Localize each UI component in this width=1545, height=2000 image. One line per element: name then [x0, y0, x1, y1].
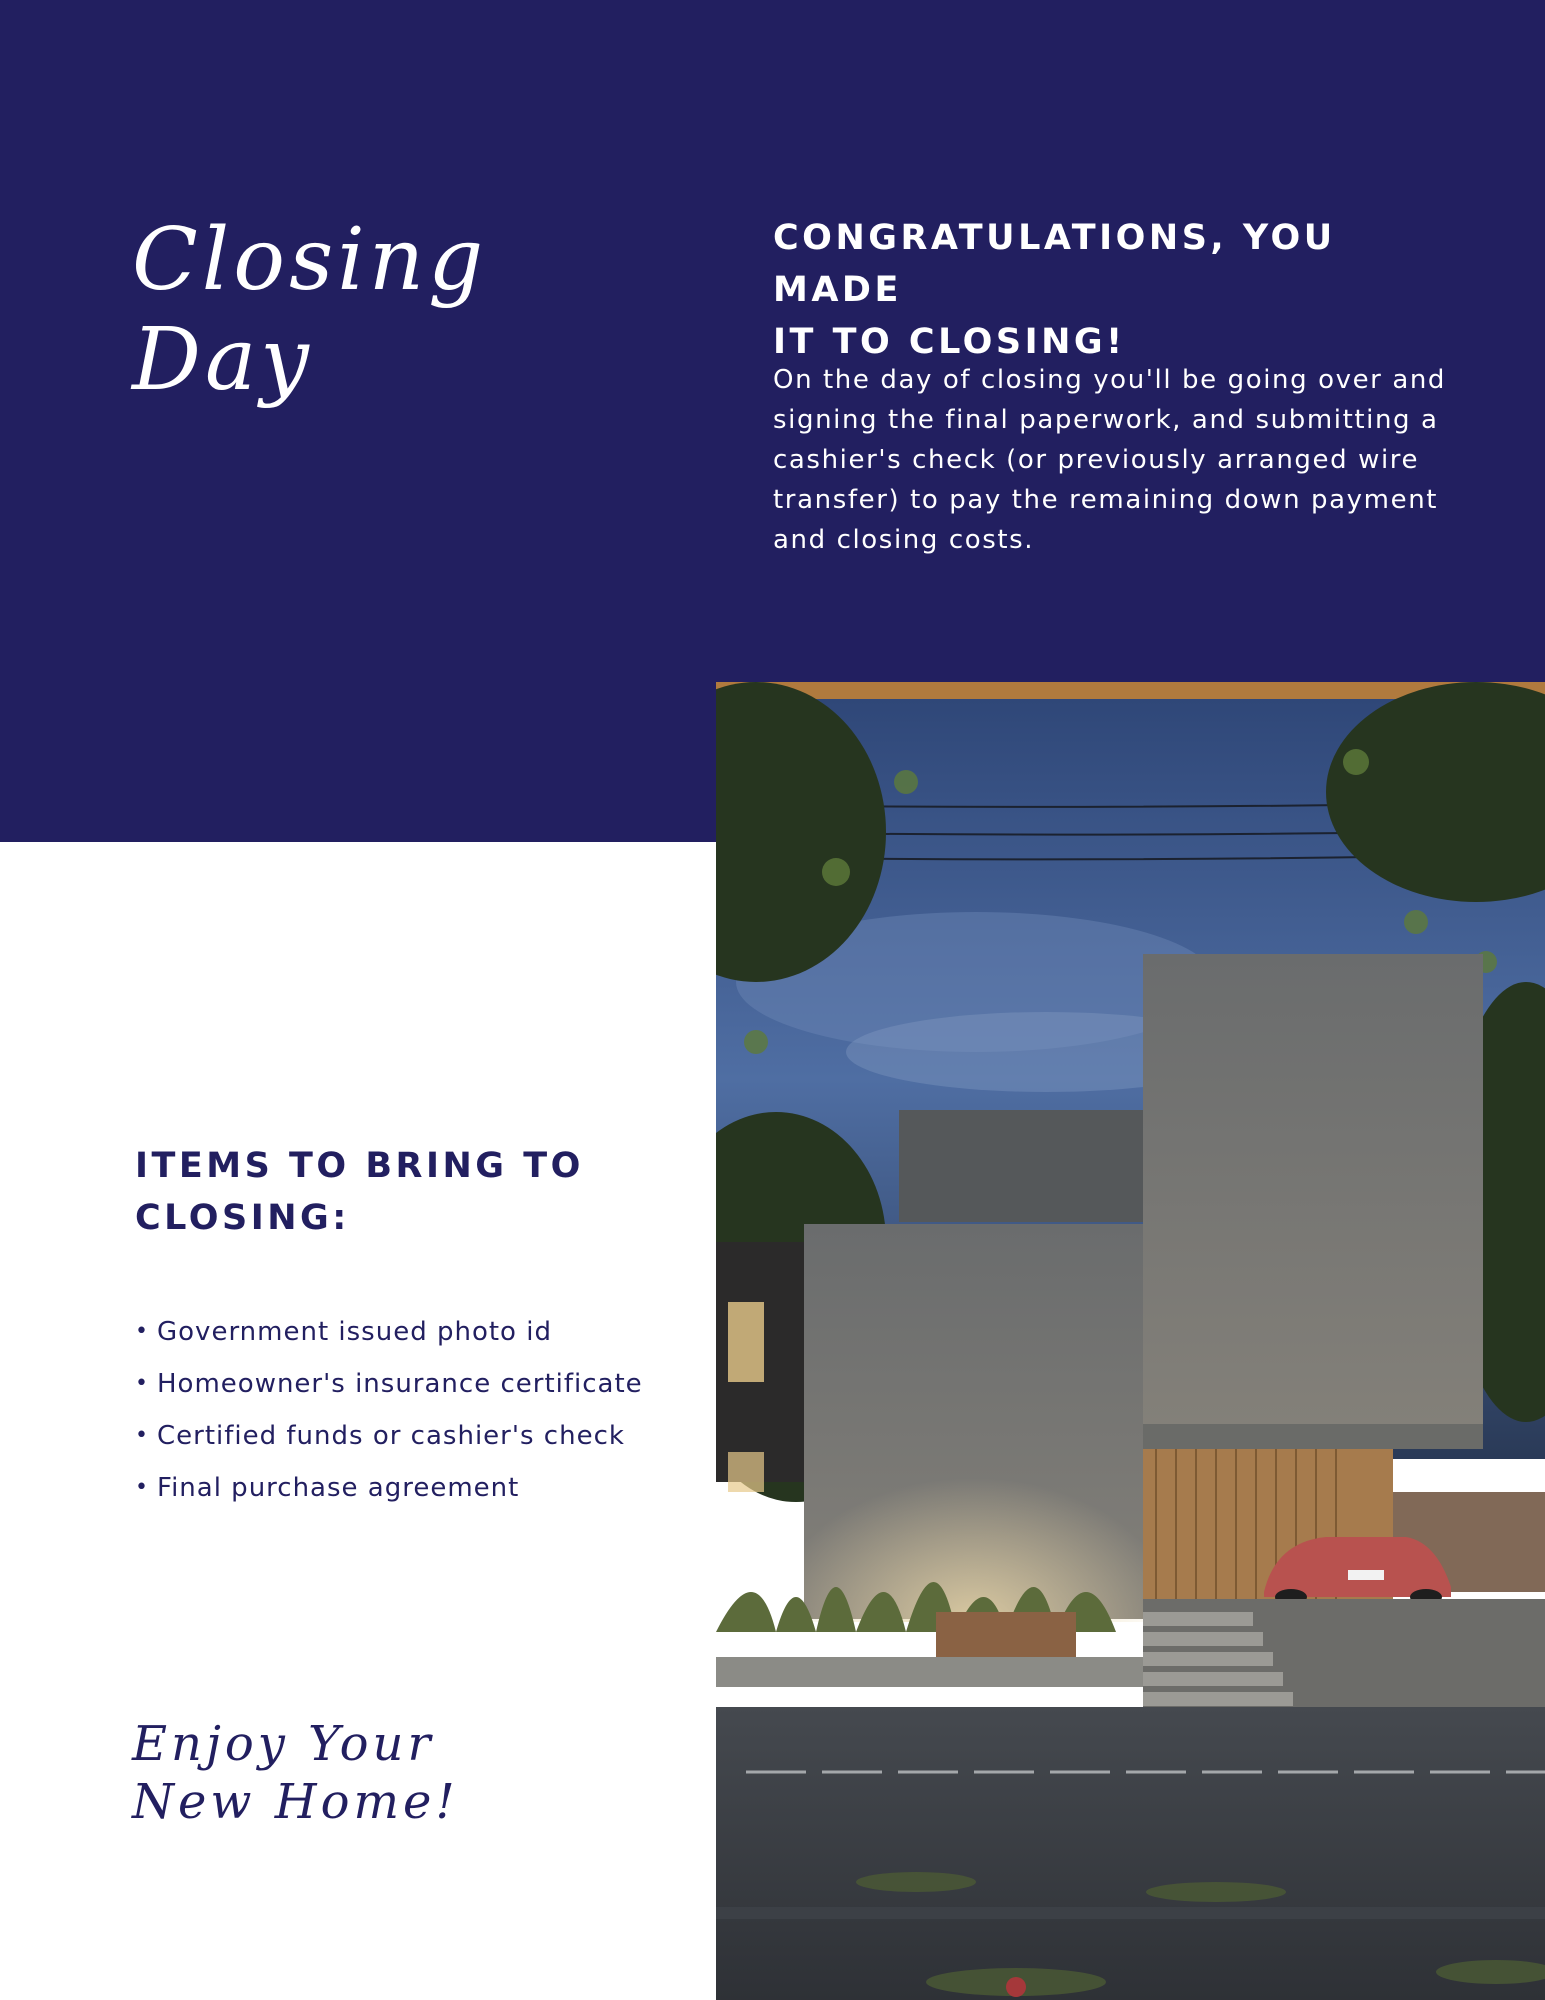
title-line-2: Day — [132, 310, 313, 410]
closing-note — [132, 1715, 632, 1831]
list-item: • Final purchase agreement — [135, 1462, 705, 1514]
planter-box — [936, 1612, 1076, 1657]
congrats-line: and closing costs. — [773, 525, 1035, 555]
items-heading — [135, 1140, 695, 1244]
list-item: • Homeowner's insurance certificate — [135, 1358, 705, 1410]
title-line-1: Closing — [132, 210, 488, 310]
congrats-heading — [773, 212, 1473, 368]
house-photo — [716, 682, 1545, 2000]
items-heading-line-1: ITEMS TO BRING TO — [135, 1146, 584, 1186]
closing-note-line-1: Enjoy Your — [132, 1716, 435, 1772]
congrats-heading-line-2: IT TO CLOSING! — [773, 322, 1126, 362]
congrats-heading-line-1: CONGRATULATIONS, YOU MADE — [773, 218, 1336, 310]
congrats-paragraph — [773, 360, 1473, 560]
congrats-line: signing the final paperwork, and submitting a — [773, 405, 1439, 435]
house-illustration — [716, 682, 1545, 2000]
road — [716, 1707, 1545, 2000]
congrats-line: transfer) to pay the remaining down payment — [773, 485, 1439, 515]
items-heading-line-2: CLOSING: — [135, 1198, 350, 1238]
closing-note-line-2: New Home! — [132, 1774, 459, 1830]
items-list — [135, 1306, 705, 1514]
page-title — [132, 210, 552, 410]
list-item: • Government issued photo id — [135, 1306, 705, 1358]
list-item: • Certified funds or cashier's check — [135, 1410, 705, 1462]
congrats-line: cashier's check (or previously arranged wire — [773, 445, 1420, 475]
congrats-line: On the day of closing you'll be going over and — [773, 365, 1447, 395]
